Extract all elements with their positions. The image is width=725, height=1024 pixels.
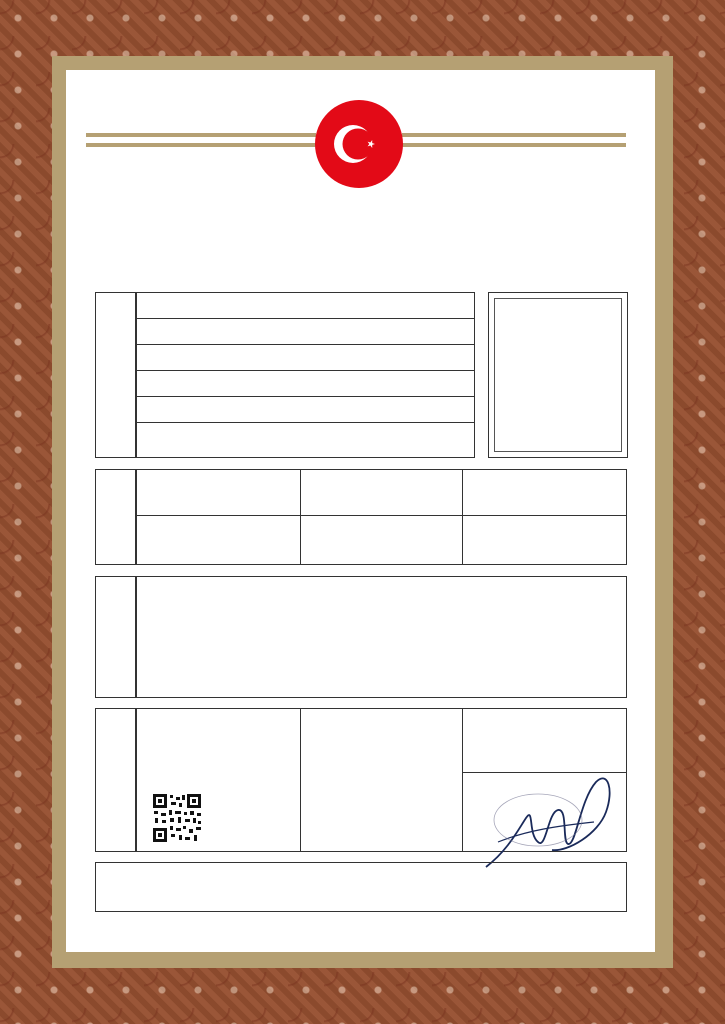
independent-section-label xyxy=(104,466,126,566)
gold-band-right-1 xyxy=(402,133,626,137)
turkish-flag-emblem xyxy=(315,100,403,188)
gold-band-left-2 xyxy=(86,143,316,147)
picture-frame-inner xyxy=(494,298,622,452)
gold-band-right-2 xyxy=(402,143,626,147)
property-section-label xyxy=(109,294,121,454)
owner-table xyxy=(135,576,627,698)
signature-stamp xyxy=(468,760,618,872)
gold-band-left-1 xyxy=(86,133,316,137)
property-table xyxy=(135,292,475,458)
qr-code-icon xyxy=(152,793,202,843)
remarks-box xyxy=(95,862,627,912)
crescent-star-icon xyxy=(315,100,403,188)
independent-table xyxy=(135,469,627,565)
registry-section-label xyxy=(104,709,126,849)
owner-section-label xyxy=(104,586,126,686)
